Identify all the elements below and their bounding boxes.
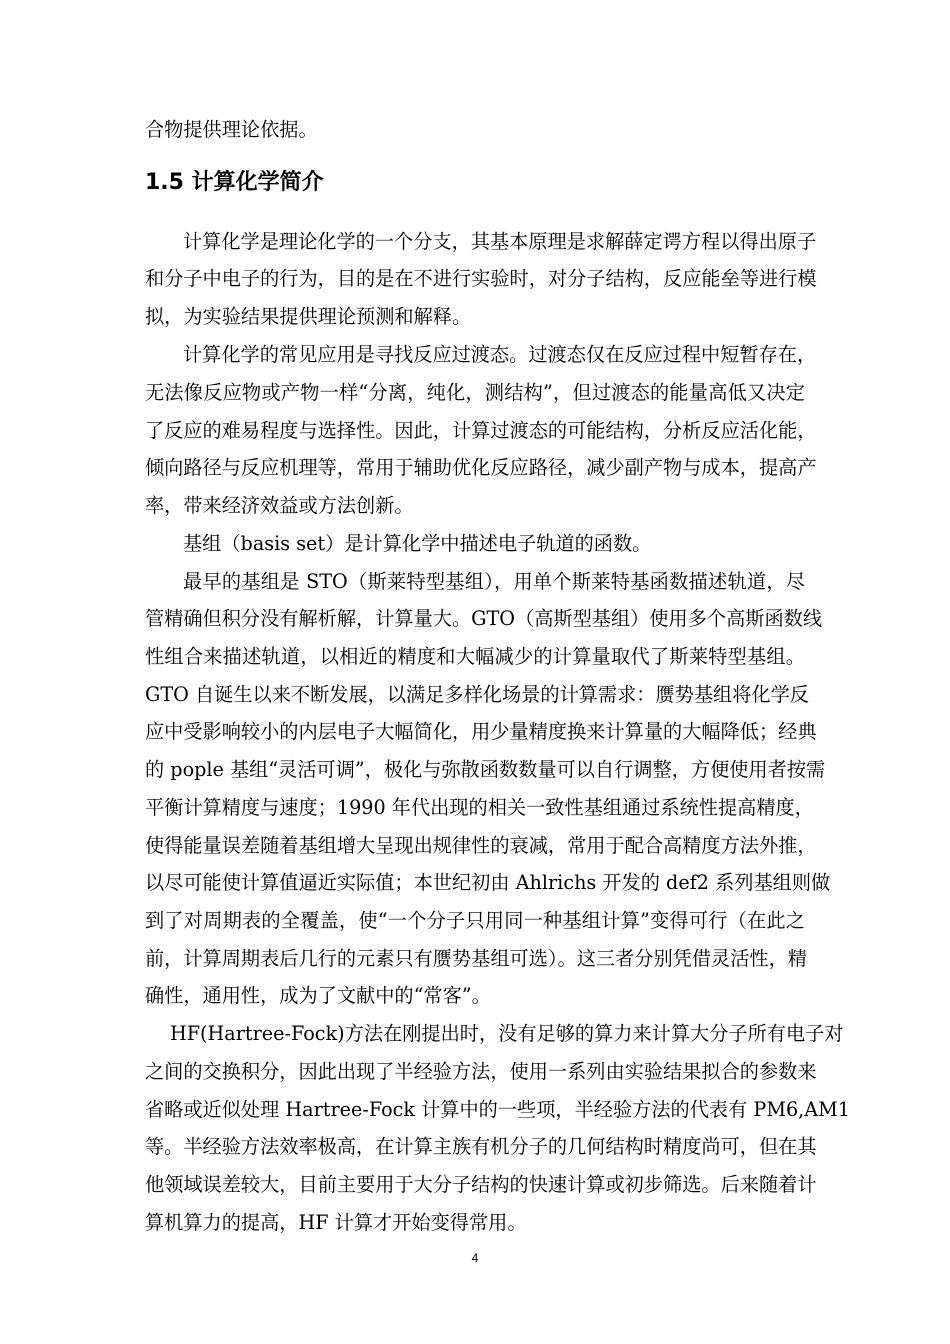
paragraph-line: 他领域误差较大，目前主要用于大分子结构的快速计算或初步筛选。后来随着计: [145, 1173, 817, 1196]
paragraph-line: 省略或近似处理 Hartree-Fock 计算中的一些项，半经验方法的代表有 PM6,AM1: [145, 1098, 850, 1121]
paragraph-line: 管精确但积分没有解析解，计算量大。GTO（高斯型基组）使用多个高斯函数线: [145, 607, 823, 630]
paragraph-line: 确性，通用性，成为了文献中的“常客”。: [145, 984, 491, 1007]
paragraph-line: HF(Hartree-Fock)方法在刚提出时，没有足够的算力来计算大分子所有电子对: [170, 1022, 844, 1045]
paragraph-line: 的 pople 基组“灵活可调”，极化与弥散函数数量可以自行调整，方便使用者按需: [145, 758, 826, 781]
paragraph-line: 以尽可能使计算值逼近实际值；本世纪初由 Ahlrichs 开发的 def2 系列基组则做: [145, 871, 831, 894]
paragraph-line-intro-tail: 合物提供理论依据。: [145, 118, 318, 141]
paragraph-line: 了反应的难易程度与选择性。因此，计算过渡态的可能结构，分析反应活化能，: [145, 419, 817, 442]
paragraph-line: 无法像反应物或产物一样“分离，纯化，测结构”，但过渡态的能量高低又决定: [145, 381, 805, 404]
paragraph-line: 最早的基组是 STO（斯莱特型基组），用单个斯莱特基函数描述轨道，尽: [183, 570, 805, 593]
paragraph-line: 到了对周期表的全覆盖，使“一个分子只用同一种基组计算”变得可行（在此之: [145, 909, 805, 932]
paragraph-line: 倾向路径与反应机理等，常用于辅助优化反应路径，减少副产物与成本，提高产: [145, 456, 817, 479]
paragraph-line: 和分子中电子的行为，目的是在不进行实验时，对分子结构，反应能垒等进行模: [145, 267, 817, 290]
paragraph-line: 计算化学的常见应用是寻找反应过渡态。过渡态仅在反应过程中短暂存在，: [183, 343, 817, 366]
paragraph-line: 计算化学是理论化学的一个分支，其基本原理是求解薛定谔方程以得出原子: [183, 230, 817, 253]
page-number: 4: [471, 1251, 479, 1265]
paragraph-line: 算机算力的提高，HF 计算才开始变得常用。: [145, 1211, 527, 1234]
paragraph-line: 应中受影响较小的内层电子大幅简化，用少量精度换来计算量的大幅降低；经典: [145, 720, 817, 743]
paragraph-line: 基组（basis set）是计算化学中描述电子轨道的函数。: [183, 532, 652, 555]
paragraph-line: 性组合来描述轨道，以相近的精度和大幅减少的计算量取代了斯莱特型基组。: [145, 645, 805, 668]
paragraph-line: 之间的交换积分，因此出现了半经验方法，使用一系列由实验结果拟合的参数来: [145, 1060, 817, 1083]
paragraph-line: 等。半经验方法效率极高，在计算主族有机分子的几何结构时精度尚可，但在其: [145, 1135, 817, 1158]
paragraph-line: 使得能量误差随着基组增大呈现出规律性的衰减，常用于配合高精度方法外推，: [145, 834, 817, 857]
paragraph-line: 前，计算周期表后几行的元素只有赝势基组可选）。这三者分别凭借灵活性，精: [145, 947, 807, 970]
section-heading: 1.5 计算化学简介: [145, 170, 324, 195]
paragraph-line: GTO 自诞生以来不断发展，以满足多样化场景的计算需求：赝势基组将化学反: [145, 683, 809, 706]
paragraph-line: 拟，为实验结果提供理论预测和解释。: [145, 305, 472, 328]
paragraph-line: 平衡计算精度与速度；1990 年代出现的相关一致性基组通过系统性提高精度，: [145, 796, 814, 819]
paragraph-line: 率，带来经济效益或方法创新。: [145, 494, 414, 517]
